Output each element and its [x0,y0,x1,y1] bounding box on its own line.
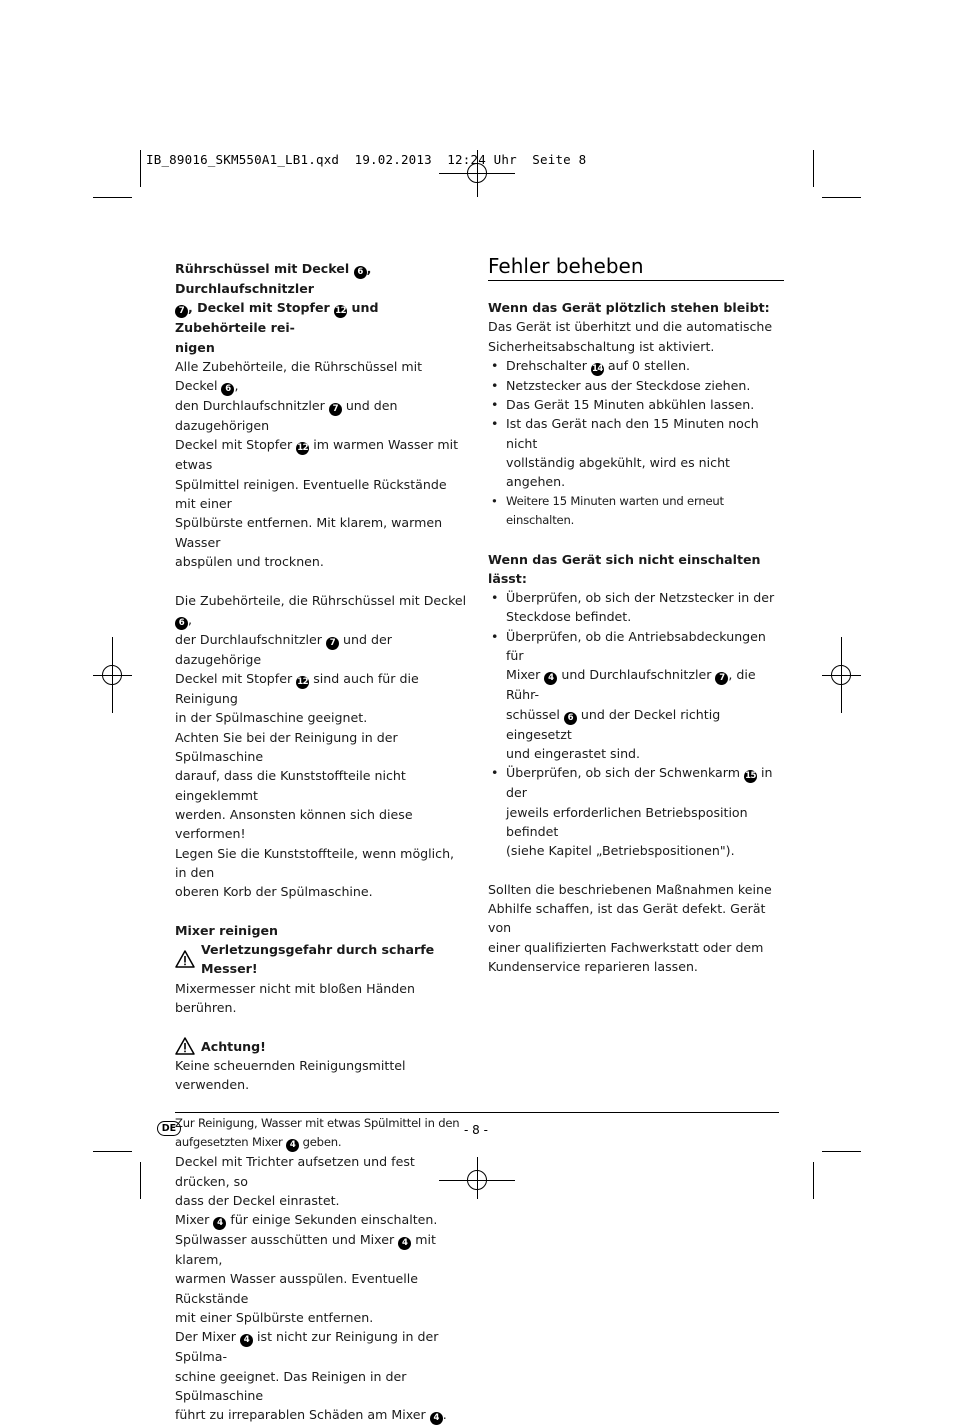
part-number-4: 4 [544,672,557,685]
crop-mark [813,1162,814,1199]
crop-mark [140,1162,141,1199]
registration-circle [102,665,122,685]
list-item: • Überprüfen, ob die Antriebsabdeckungen für Mixer 4 und Durchlaufschnitzler 7 , die Rühr- schüssel 6 und der Deckel richtig eingesetzt und eingerastet sind. [488,627,784,763]
part-number-7: 7 [715,672,728,685]
part-number-4: 4 [240,1334,253,1347]
crop-mark [822,1151,861,1152]
list-item: • Netzstecker aus der Steckdose ziehen. [488,376,784,395]
part-number-4: 4 [398,1237,411,1250]
section-heading: Wenn das Gerät plötzlich stehen bleibt: [488,300,770,315]
list-item: • Drehschalter 14 auf 0 stellen. [488,356,784,376]
part-number-7: 7 [326,637,339,650]
part-number-4: 4 [286,1139,299,1152]
page-number: - 8 - [464,1123,488,1137]
right-column: Fehler beheben Wenn das Gerät plötzlich stehen bleibt: Das Gerät ist überhitzt und die automatische Sicherheitsabschaltung ist aktiviert. • Drehschalter 14 auf 0 stellen. • Netzstecker aus der Steckdose ziehen. • Das Gerät 15 Minuten abkühlen lassen. • Ist das Gerät nach den 15 Minuten noch nicht vollständig abgekühlt, wird es nicht angehen. • Weitere 15 Minuten warten und erneut einschalten. Wenn das Gerät sich nicht einschalten lässt: • Überprüfen, ob sich der Netzstecker in der Steckdose befindet. • Überprüfen, ob die Antriebsabdeckungen für Mixer 4 und Durchlaufschnitzler 7 , die Rühr- schüssel 6 und der Deckel richtig eingesetzt und eingerastet sind. • Überprüfen, ob sich der Schwenkarm 15 in der jeweils erforderlichen Betriebsposition befindet (siehe Kapitel „Betriebspositionen"). Sollten die beschriebenen Maßnahmen keine Abhilfe schaffen, ist das Gerät defekt. Gerät von einer qualifizierten Fachwerkstatt oder dem Kundenservice reparieren lassen. [488,254,784,976]
warning-block: Verletzungsgefahr durch scharfe Messer! [175,940,467,979]
mixer-heading: Mixer reinigen [175,922,278,938]
bullet-list [488,356,784,530]
part-number-6: 6 [221,383,234,396]
crop-mark [140,150,141,187]
list-item: • Das Gerät 15 Minuten abkühlen lassen. [488,395,784,414]
registration-circle [467,1170,487,1190]
crop-mark [813,150,814,187]
part-number-14: 14 [591,363,603,374]
warning-block: Achtung! [175,1037,467,1056]
warning-triangle-icon [175,1037,195,1055]
list-item: • Ist das Gerät nach den 15 Minuten noch nicht vollständig abgekühlt, wird es nicht angehen. [488,414,784,491]
file-info-header: IB_89016_SKM550A1_LB1.qxd 19.02.2013 12:24 Uhr Seite 8 [146,152,587,167]
part-number-12: 12 [335,306,347,317]
left-column: Rührschüssel mit Deckel 6 , Durchlaufschnitzler 7 , Deckel mit Stopfer 12 und Zubehörteile rei- nigen Alle Zubehörteile, die Rührschüssel mit Deckel 6 , den Durchlaufschnitzler 7 und den dazugehörigen Deckel mit Stopfer 12 im warmen Wasser mit etwas Spülmittel reinigen. Eventuelle Rückstände mit einer Spülbürste entfernen. Mit klarem, warmen Wasser abspülen und trocknen. Die Zubehörteile, die Rührschüssel mit Deckel 6 , der Durchlaufschnitzler 7 und der dazugehörige Deckel mit Stopfer 12 sind auch für die Reinigung in der Spülmaschine geeignet. Achten Sie bei der Reinigung in der Spülmaschine darauf, dass die Kunststoffteile nicht eingeklemmt werden. Ansonsten können sich diese verformen! Legen Sie die Kunststoffteile, wenn möglich, in den oberen Korb der Spülmaschine. Mixer reinigen Verletzungsgefahr durch scharfe Messer! Mixermesser nicht mit bloßen Händen berühren. Achtung! Keine scheuernden Reinigungsmittel verwenden. Zur Reinigung, Wasser mit etwas Spülmittel in den aufgesetzten Mixer 4 geben. Deckel mit Trichter aufsetzen und fest drücken, so dass der Deckel einrastet. Mixer 4 für einige Sekunden einschalten. Spülwasser ausschütten und Mixer 4 mit klarem, warmen Wasser ausspülen. Eventuelle Rückstände mit einer Spülbürste entfernen. Der Mixer 4 ist nicht zur Reinigung in der Spülma- schine geeignet. Das Reinigen in der Spülmaschine führt zu irreparablen Schäden am Mixer 4 . [175,261,467,1424]
part-number-7: 7 [175,305,188,318]
part-number-15: 15 [745,771,756,782]
part-number-4: 4 [213,1217,226,1230]
registration-circle [831,665,851,685]
section-heading: Wenn das Gerät sich nicht einschalten lässt: [488,551,761,586]
part-number-7: 7 [329,403,342,416]
footer-divider [175,1112,779,1113]
part-number-12: 12 [297,443,309,454]
crop-mark [93,197,132,198]
part-number-12: 12 [297,677,309,688]
crop-mark [822,197,861,198]
list-item: • Überprüfen, ob sich der Schwenkarm 15 in der jeweils erforderlichen Betriebsposition befindet (siehe Kapitel „Betriebspositionen"). [488,763,784,860]
part-number-4: 4 [430,1412,443,1425]
list-item: • Weitere 15 Minuten warten und erneut einschalten. [488,492,784,531]
language-badge: DE [157,1121,181,1136]
section-heading: Rührschüssel mit Deckel 6 , Durchlaufschnitzler [175,261,372,296]
part-number-6: 6 [564,712,577,725]
list-item: • Überprüfen, ob sich der Netzstecker in der Steckdose befindet. [488,588,784,627]
part-number-6: 6 [354,266,367,279]
crop-mark [93,1151,132,1152]
warning-triangle-icon [175,950,195,968]
bullet-list [488,588,784,860]
part-number-6: 6 [175,617,188,630]
page-title: Fehler beheben [488,254,784,281]
